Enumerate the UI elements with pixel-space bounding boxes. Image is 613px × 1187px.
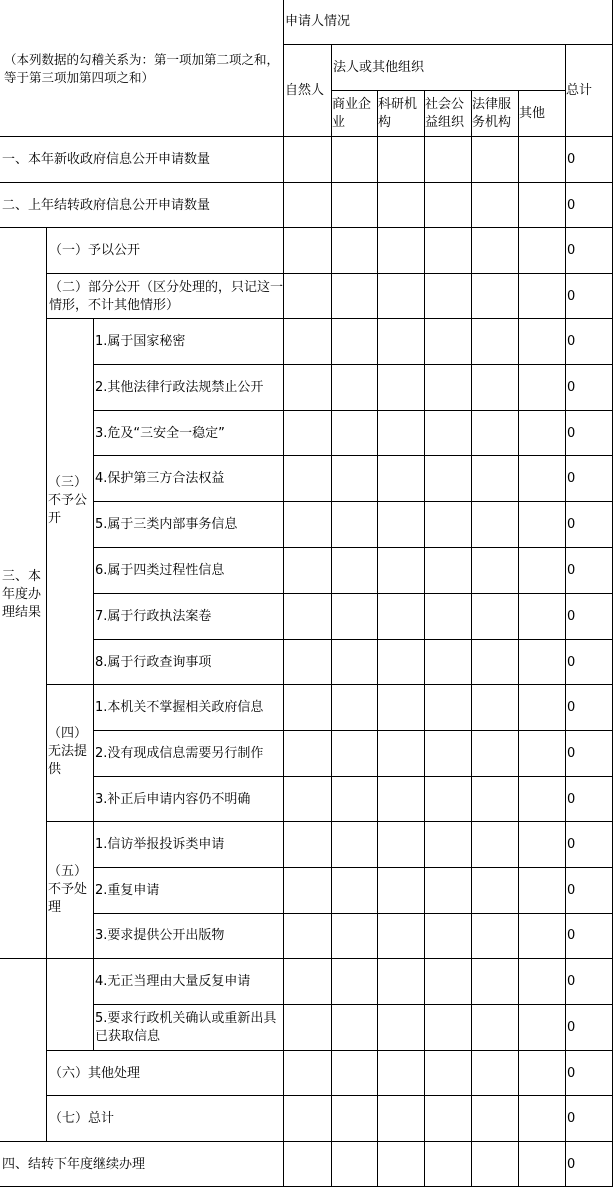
grid-line-h xyxy=(93,455,613,456)
table-note xyxy=(4,44,282,94)
social-org-header: 社会公益组织 xyxy=(425,96,465,130)
applicant-header: 申请人情况 xyxy=(285,14,351,29)
group-label-unable-to-provide: （四）无法提供 xyxy=(48,726,88,777)
item-label: 5.要求行政机关确认或重新出具已获取信息 xyxy=(95,1010,277,1044)
total-cell: 0 xyxy=(567,470,576,486)
item-label: 1.属于国家秘密 xyxy=(95,333,186,349)
item-label: 2.其他法律行政法规禁止公开 xyxy=(95,379,264,395)
item-label: 1.信访举报投诉类申请 xyxy=(95,836,225,852)
row-label-partially-disclosed: （二）部分公开（区分处理的，只记这一情形，不计其他情形） xyxy=(49,279,283,313)
grid-line-h xyxy=(93,730,613,731)
total-header: 总计 xyxy=(566,83,593,98)
item-label: 4.无正当理由大量反复申请 xyxy=(95,973,251,989)
grid-line-h xyxy=(46,273,613,274)
total-cell: 0 xyxy=(567,654,576,670)
total-cell: 0 xyxy=(567,836,576,852)
total-cell: 0 xyxy=(567,516,576,532)
total-cell: 0 xyxy=(567,562,576,578)
grid-line-v xyxy=(565,44,566,1187)
grid-line-h xyxy=(93,776,613,777)
total-cell: 0 xyxy=(567,928,576,943)
grid-line-v xyxy=(471,90,472,1187)
legal-service-header: 法律服务机构 xyxy=(472,96,512,130)
total-cell: 0 xyxy=(567,882,576,898)
group-label-not-processed: （五）不予处理 xyxy=(48,864,88,915)
grid-line-h xyxy=(93,364,613,365)
total-cell: 0 xyxy=(567,242,576,258)
item-label: 2.没有现成信息需要另行制作 xyxy=(95,745,264,761)
row-label-carry-forward: 四、结转下年度继续办理 xyxy=(2,1156,146,1172)
grid-line-v xyxy=(93,318,94,1050)
total-cell: 0 xyxy=(567,333,576,349)
total-cell: 0 xyxy=(567,425,576,441)
total-cell: 0 xyxy=(567,608,576,624)
grid-line-h xyxy=(93,501,613,502)
total-cell: 0 xyxy=(567,1110,576,1126)
total-cell: 0 xyxy=(567,745,576,761)
table-note-text: （本列数据的勾稽关系为：第一项加第二项之和，等于第三项加第四项之和） xyxy=(4,52,280,85)
item-label: 7.属于行政执法案卷 xyxy=(95,608,212,624)
grid-line-h xyxy=(46,821,613,822)
grid-line-h xyxy=(46,684,613,685)
row-label-carried-over: 二、上年结转政府信息公开申请数量 xyxy=(2,197,211,213)
total-cell: 0 xyxy=(567,197,576,213)
total-cell: 0 xyxy=(567,288,576,304)
grid-line-h xyxy=(46,1095,613,1096)
commercial-header: 商业企业 xyxy=(332,96,372,130)
row-label-other-handling: （六）其他处理 xyxy=(49,1065,141,1081)
item-label: 3.危及“三安全一稳定” xyxy=(95,425,225,441)
item-label: 8.属于行政查询事项 xyxy=(95,654,212,670)
grid-line-h xyxy=(93,593,613,594)
item-label: 6.属于四类过程性信息 xyxy=(95,562,225,578)
total-cell: 0 xyxy=(567,1065,576,1081)
grid-line-h xyxy=(0,958,613,959)
other-header: 其他 xyxy=(519,105,546,121)
grid-line-v xyxy=(283,0,284,1187)
item-label: 4.保护第三方合法权益 xyxy=(95,470,225,486)
grid-line-v xyxy=(46,227,47,1141)
grid-line-v xyxy=(518,90,519,1187)
total-cell: 0 xyxy=(567,1156,576,1172)
item-label: 3.补正后申请内容仍不明确 xyxy=(95,791,251,807)
item-label: 1.本机关不掌握相关政府信息 xyxy=(95,699,264,715)
total-cell: 0 xyxy=(567,1019,576,1035)
grid-line-h xyxy=(331,90,565,91)
grid-line-h xyxy=(46,1050,613,1051)
section-label-results: 三、本年度办理结果 xyxy=(2,569,42,620)
row-label-disclosed: （一）予以公开 xyxy=(49,242,141,258)
grid-line-h xyxy=(93,639,613,640)
total-cell: 0 xyxy=(567,699,576,715)
grid-line-h xyxy=(93,867,613,868)
grid-line-v xyxy=(377,90,378,1187)
item-label: 3.要求提供公开出版物 xyxy=(95,928,225,943)
grid-line-h xyxy=(93,547,613,548)
grid-line-h xyxy=(0,1141,613,1142)
legal-entity-header: 法人或其他组织 xyxy=(333,60,425,75)
total-cell: 0 xyxy=(567,791,576,807)
natural-person-header: 自然人 xyxy=(285,83,325,98)
grid-line-h xyxy=(283,44,613,45)
grid-line-h xyxy=(0,227,613,228)
total-cell: 0 xyxy=(567,973,576,989)
grid-line-v xyxy=(331,44,332,1187)
item-label: 2.重复申请 xyxy=(95,882,160,898)
grid-line-h xyxy=(93,913,613,914)
total-cell: 0 xyxy=(567,379,576,395)
grid-line-h xyxy=(93,1004,613,1005)
row-label-subtotal: （七）总计 xyxy=(49,1110,115,1126)
research-header: 科研机构 xyxy=(378,96,418,130)
grid-line-h xyxy=(0,182,613,183)
grid-line-v xyxy=(424,90,425,1187)
grid-line-h xyxy=(46,318,613,319)
grid-line-h xyxy=(93,410,613,411)
item-label: 5.属于三类内部事务信息 xyxy=(95,516,238,532)
total-cell: 0 xyxy=(567,151,576,167)
row-label-new-requests: 一、本年新收政府信息公开申请数量 xyxy=(2,151,211,167)
group-label-not-disclosed: （三）不予公开 xyxy=(48,475,88,526)
grid-line-h xyxy=(0,136,613,137)
